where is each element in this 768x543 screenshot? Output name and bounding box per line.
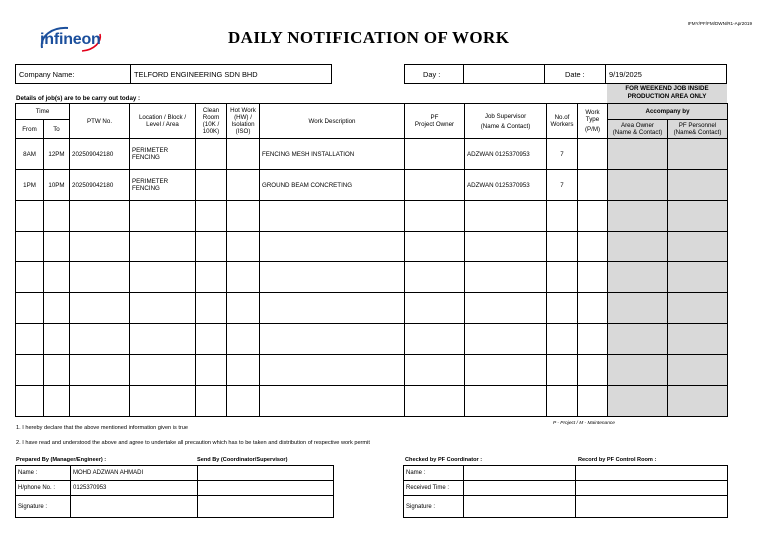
- location-cell[interactable]: [130, 293, 196, 324]
- date-label: Date :: [545, 65, 606, 83]
- day-value[interactable]: [464, 65, 544, 83]
- document-reference: IFMY/PF/FM/DWN/R1-Apr2019: [687, 21, 752, 26]
- time-from-cell[interactable]: [16, 262, 44, 293]
- hot-work-cell[interactable]: [227, 386, 260, 417]
- table-row: [16, 170, 728, 201]
- table-row: [16, 386, 728, 417]
- workers-cell[interactable]: [547, 355, 578, 386]
- work-type-cell[interactable]: [578, 170, 608, 201]
- workers-cell[interactable]: [547, 324, 578, 355]
- area-owner-cell[interactable]: [608, 262, 668, 293]
- received-time-field[interactable]: [464, 481, 576, 496]
- description-cell[interactable]: [260, 262, 405, 293]
- header-hot-work: Hot Work (HW) / Isolation (ISO): [227, 104, 260, 139]
- day-row: [404, 64, 545, 84]
- ptw-cell[interactable]: 202509042180: [70, 170, 130, 201]
- checked-name-label: Name :: [404, 466, 464, 481]
- header-pf-owner: PF Project Owner: [405, 104, 465, 139]
- recorded-signature-field[interactable]: [576, 496, 728, 518]
- supervisor-cell[interactable]: [465, 386, 547, 417]
- table-row: [16, 262, 728, 293]
- hot-work-cell[interactable]: [227, 293, 260, 324]
- workers-cell[interactable]: 7: [547, 139, 578, 170]
- checked-signature-field[interactable]: [464, 496, 576, 518]
- supervisor-cell[interactable]: ADZWAN 0125370953: [465, 170, 547, 201]
- pf-owner-cell[interactable]: [405, 262, 465, 293]
- description-cell[interactable]: [260, 201, 405, 232]
- send-by-signature-field[interactable]: [198, 496, 334, 518]
- area-owner-cell[interactable]: [608, 139, 668, 170]
- ptw-cell[interactable]: [70, 232, 130, 262]
- weekend-note: [607, 84, 727, 103]
- send-by-name-field[interactable]: [198, 466, 334, 481]
- header-time: Time: [16, 104, 70, 120]
- hot-work-cell[interactable]: [227, 232, 260, 262]
- pf-owner-cell[interactable]: [405, 386, 465, 417]
- time-to-cell[interactable]: [44, 232, 70, 262]
- prepared-by-table: [15, 465, 334, 518]
- ptw-cell[interactable]: 202509042180: [70, 139, 130, 170]
- header-location: Location / Block / Level / Area: [130, 104, 196, 139]
- time-to-cell[interactable]: [44, 386, 70, 417]
- table-row: [16, 293, 728, 324]
- time-to-cell[interactable]: [44, 355, 70, 386]
- ptw-cell[interactable]: [70, 355, 130, 386]
- clean-room-cell[interactable]: [196, 139, 227, 170]
- pf-personnel-cell[interactable]: [668, 201, 728, 232]
- work-type-legend: P - Project / M - Maintenance: [553, 421, 615, 426]
- checked-name-field[interactable]: [464, 466, 576, 481]
- description-cell[interactable]: [260, 324, 405, 355]
- pf-owner-cell[interactable]: [405, 170, 465, 201]
- phone-value[interactable]: 0125370953: [71, 481, 198, 496]
- time-to-cell[interactable]: [44, 201, 70, 232]
- time-from-cell[interactable]: [16, 324, 44, 355]
- pf-personnel-cell[interactable]: [668, 139, 728, 170]
- area-owner-cell[interactable]: [608, 293, 668, 324]
- supervisor-cell[interactable]: [465, 232, 547, 262]
- supervisor-cell[interactable]: [465, 355, 547, 386]
- company-label: Company Name:: [16, 65, 131, 83]
- hot-work-cell[interactable]: [227, 139, 260, 170]
- send-by-phone-field[interactable]: [198, 481, 334, 496]
- location-cell[interactable]: [130, 262, 196, 293]
- pf-owner-cell[interactable]: [405, 355, 465, 386]
- pf-personnel-cell[interactable]: [668, 355, 728, 386]
- table-row: [16, 201, 728, 232]
- hot-work-cell[interactable]: [227, 262, 260, 293]
- infineon-logo: [38, 24, 104, 56]
- area-owner-cell[interactable]: [608, 232, 668, 262]
- workers-cell[interactable]: [547, 201, 578, 232]
- pf-personnel-cell[interactable]: [668, 324, 728, 355]
- header-area-owner: Area Owner (Name & Contact): [608, 120, 668, 139]
- recorded-time-field[interactable]: [576, 481, 728, 496]
- work-type-cell[interactable]: [578, 262, 608, 293]
- supervisor-cell[interactable]: [465, 324, 547, 355]
- jobs-body: [16, 139, 728, 417]
- table-row: [16, 324, 728, 355]
- table-row: [16, 355, 728, 386]
- time-to-cell[interactable]: 12PM: [44, 139, 70, 170]
- work-type-cell[interactable]: [578, 232, 608, 262]
- hot-work-cell[interactable]: [227, 355, 260, 386]
- clean-room-cell[interactable]: [196, 324, 227, 355]
- header-supervisor: Job Supervisor (Name & Contact): [465, 104, 547, 139]
- time-from-cell[interactable]: [16, 232, 44, 262]
- description-cell[interactable]: [260, 386, 405, 417]
- table-row: [16, 139, 728, 170]
- recorded-name-field[interactable]: [576, 466, 728, 481]
- area-owner-cell[interactable]: [608, 355, 668, 386]
- hot-work-cell[interactable]: [227, 324, 260, 355]
- header-accompany: Accompany by: [608, 104, 728, 120]
- ptw-cell[interactable]: [70, 201, 130, 232]
- pf-owner-cell[interactable]: [405, 201, 465, 232]
- pf-owner-cell[interactable]: [405, 324, 465, 355]
- ptw-cell[interactable]: [70, 262, 130, 293]
- description-cell[interactable]: [260, 355, 405, 386]
- clean-room-cell[interactable]: [196, 232, 227, 262]
- time-from-cell[interactable]: 1PM: [16, 170, 44, 201]
- header-ptw: PTW No.: [70, 104, 130, 139]
- hot-work-cell[interactable]: [227, 201, 260, 232]
- work-type-cell[interactable]: [578, 324, 608, 355]
- clean-room-cell[interactable]: [196, 355, 227, 386]
- workers-cell[interactable]: 7: [547, 170, 578, 201]
- header-workers: No.of Workers: [547, 104, 578, 139]
- description-cell[interactable]: FENCING MESH INSTALLATION: [260, 139, 405, 170]
- pf-owner-cell[interactable]: [405, 232, 465, 262]
- header-from: From: [16, 120, 44, 139]
- declaration-2: 2. I have read and understood the above and agree to undertake all precaution which has to be taken and distribution of respective work permit: [16, 440, 370, 446]
- workers-cell[interactable]: [547, 386, 578, 417]
- description-cell[interactable]: [260, 293, 405, 324]
- company-value[interactable]: TELFORD ENGINEERING SDN BHD: [134, 69, 258, 79]
- area-owner-cell[interactable]: [608, 170, 668, 201]
- location-cell[interactable]: PERIMETER FENCING: [130, 139, 196, 170]
- clean-room-cell[interactable]: [196, 293, 227, 324]
- ptw-cell[interactable]: [70, 324, 130, 355]
- pf-personnel-cell[interactable]: [668, 170, 728, 201]
- work-type-cell[interactable]: [578, 386, 608, 417]
- header-clean-room: Clean Room (10K / 100K): [196, 104, 227, 139]
- prepared-signature-field[interactable]: [71, 496, 198, 518]
- location-cell[interactable]: [130, 355, 196, 386]
- ptw-cell[interactable]: [70, 293, 130, 324]
- time-from-cell[interactable]: [16, 201, 44, 232]
- pf-personnel-cell[interactable]: [668, 262, 728, 293]
- name-label: Name :: [16, 466, 71, 481]
- description-cell[interactable]: GROUND BEAM CONCRETING: [260, 170, 405, 201]
- phone-label: H/phone No. :: [16, 481, 71, 496]
- area-owner-cell[interactable]: [608, 324, 668, 355]
- checked-by-table: [403, 465, 728, 518]
- supervisor-cell[interactable]: [465, 262, 547, 293]
- name-value[interactable]: MOHD ADZWAN AHMADI: [71, 466, 198, 481]
- pf-owner-cell[interactable]: [405, 139, 465, 170]
- time-from-cell[interactable]: [16, 293, 44, 324]
- logo-text: infineon: [40, 31, 101, 48]
- weekend-note-line-1: FOR WEEKEND JOB INSIDE: [625, 85, 709, 92]
- location-cell[interactable]: [130, 201, 196, 232]
- supervisor-cell[interactable]: [465, 201, 547, 232]
- time-to-cell[interactable]: 10PM: [44, 170, 70, 201]
- date-row: [545, 64, 727, 84]
- workers-cell[interactable]: [547, 293, 578, 324]
- signature-label: Signature :: [16, 496, 71, 518]
- workers-cell[interactable]: [547, 262, 578, 293]
- table-row: [16, 232, 728, 262]
- day-label: Day :: [405, 65, 464, 83]
- time-to-cell[interactable]: [44, 262, 70, 293]
- location-cell[interactable]: [130, 232, 196, 262]
- header-to: To: [44, 120, 70, 139]
- clean-room-cell[interactable]: [196, 170, 227, 201]
- time-to-cell[interactable]: [44, 293, 70, 324]
- received-time-label: Received Time :: [404, 481, 464, 496]
- checked-by-title: Checked by PF Coordinator :: [405, 457, 483, 463]
- clean-room-cell[interactable]: [196, 201, 227, 232]
- header-description: Work Description: [260, 104, 405, 139]
- clean-room-cell[interactable]: [196, 386, 227, 417]
- location-cell[interactable]: [130, 386, 196, 417]
- time-from-cell[interactable]: [16, 386, 44, 417]
- clean-room-cell[interactable]: [196, 262, 227, 293]
- location-cell[interactable]: [130, 324, 196, 355]
- hot-work-cell[interactable]: [227, 170, 260, 201]
- supervisor-cell[interactable]: ADZWAN 0125370953: [465, 139, 547, 170]
- date-value[interactable]: 9/19/2025: [609, 69, 642, 79]
- description-cell[interactable]: [260, 232, 405, 262]
- company-row: [15, 64, 332, 84]
- checked-signature-label: Signature :: [404, 496, 464, 518]
- work-type-cell[interactable]: [578, 293, 608, 324]
- pf-personnel-cell[interactable]: [668, 293, 728, 324]
- time-from-cell[interactable]: 8AM: [16, 139, 44, 170]
- weekend-note-line-2: PRODUCTION AREA ONLY: [627, 93, 707, 100]
- page-title: DAILY NOTIFICATION OF WORK: [228, 28, 510, 47]
- work-type-cell[interactable]: [578, 355, 608, 386]
- workers-cell[interactable]: [547, 232, 578, 262]
- prepared-by-title: Prepared By (Manager/Engineer) :: [16, 457, 107, 463]
- pf-personnel-cell[interactable]: [668, 386, 728, 417]
- ptw-cell[interactable]: [70, 386, 130, 417]
- recorded-by-title: Record by PF Control Room :: [578, 457, 657, 463]
- area-owner-cell[interactable]: [608, 386, 668, 417]
- details-label: Details of job(s) are to be carry out today :: [16, 95, 141, 102]
- jobs-table: [15, 103, 728, 417]
- pf-personnel-cell[interactable]: [668, 232, 728, 262]
- declaration-1: 1. I hereby declare that the above mentioned information given is true: [16, 425, 188, 431]
- area-owner-cell[interactable]: [608, 201, 668, 232]
- pf-owner-cell[interactable]: [405, 293, 465, 324]
- work-type-cell[interactable]: [578, 201, 608, 232]
- time-from-cell[interactable]: [16, 355, 44, 386]
- send-by-title: Send By (Coordinator/Supervisor): [197, 457, 288, 463]
- header-pf-personnel: PF Personnel (Name& Contact): [668, 120, 728, 139]
- supervisor-cell[interactable]: [465, 293, 547, 324]
- time-to-cell[interactable]: [44, 324, 70, 355]
- work-type-cell[interactable]: [578, 139, 608, 170]
- header-work-type: Work Type (P/M): [578, 104, 608, 139]
- location-cell[interactable]: PERIMETER FENCING: [130, 170, 196, 201]
